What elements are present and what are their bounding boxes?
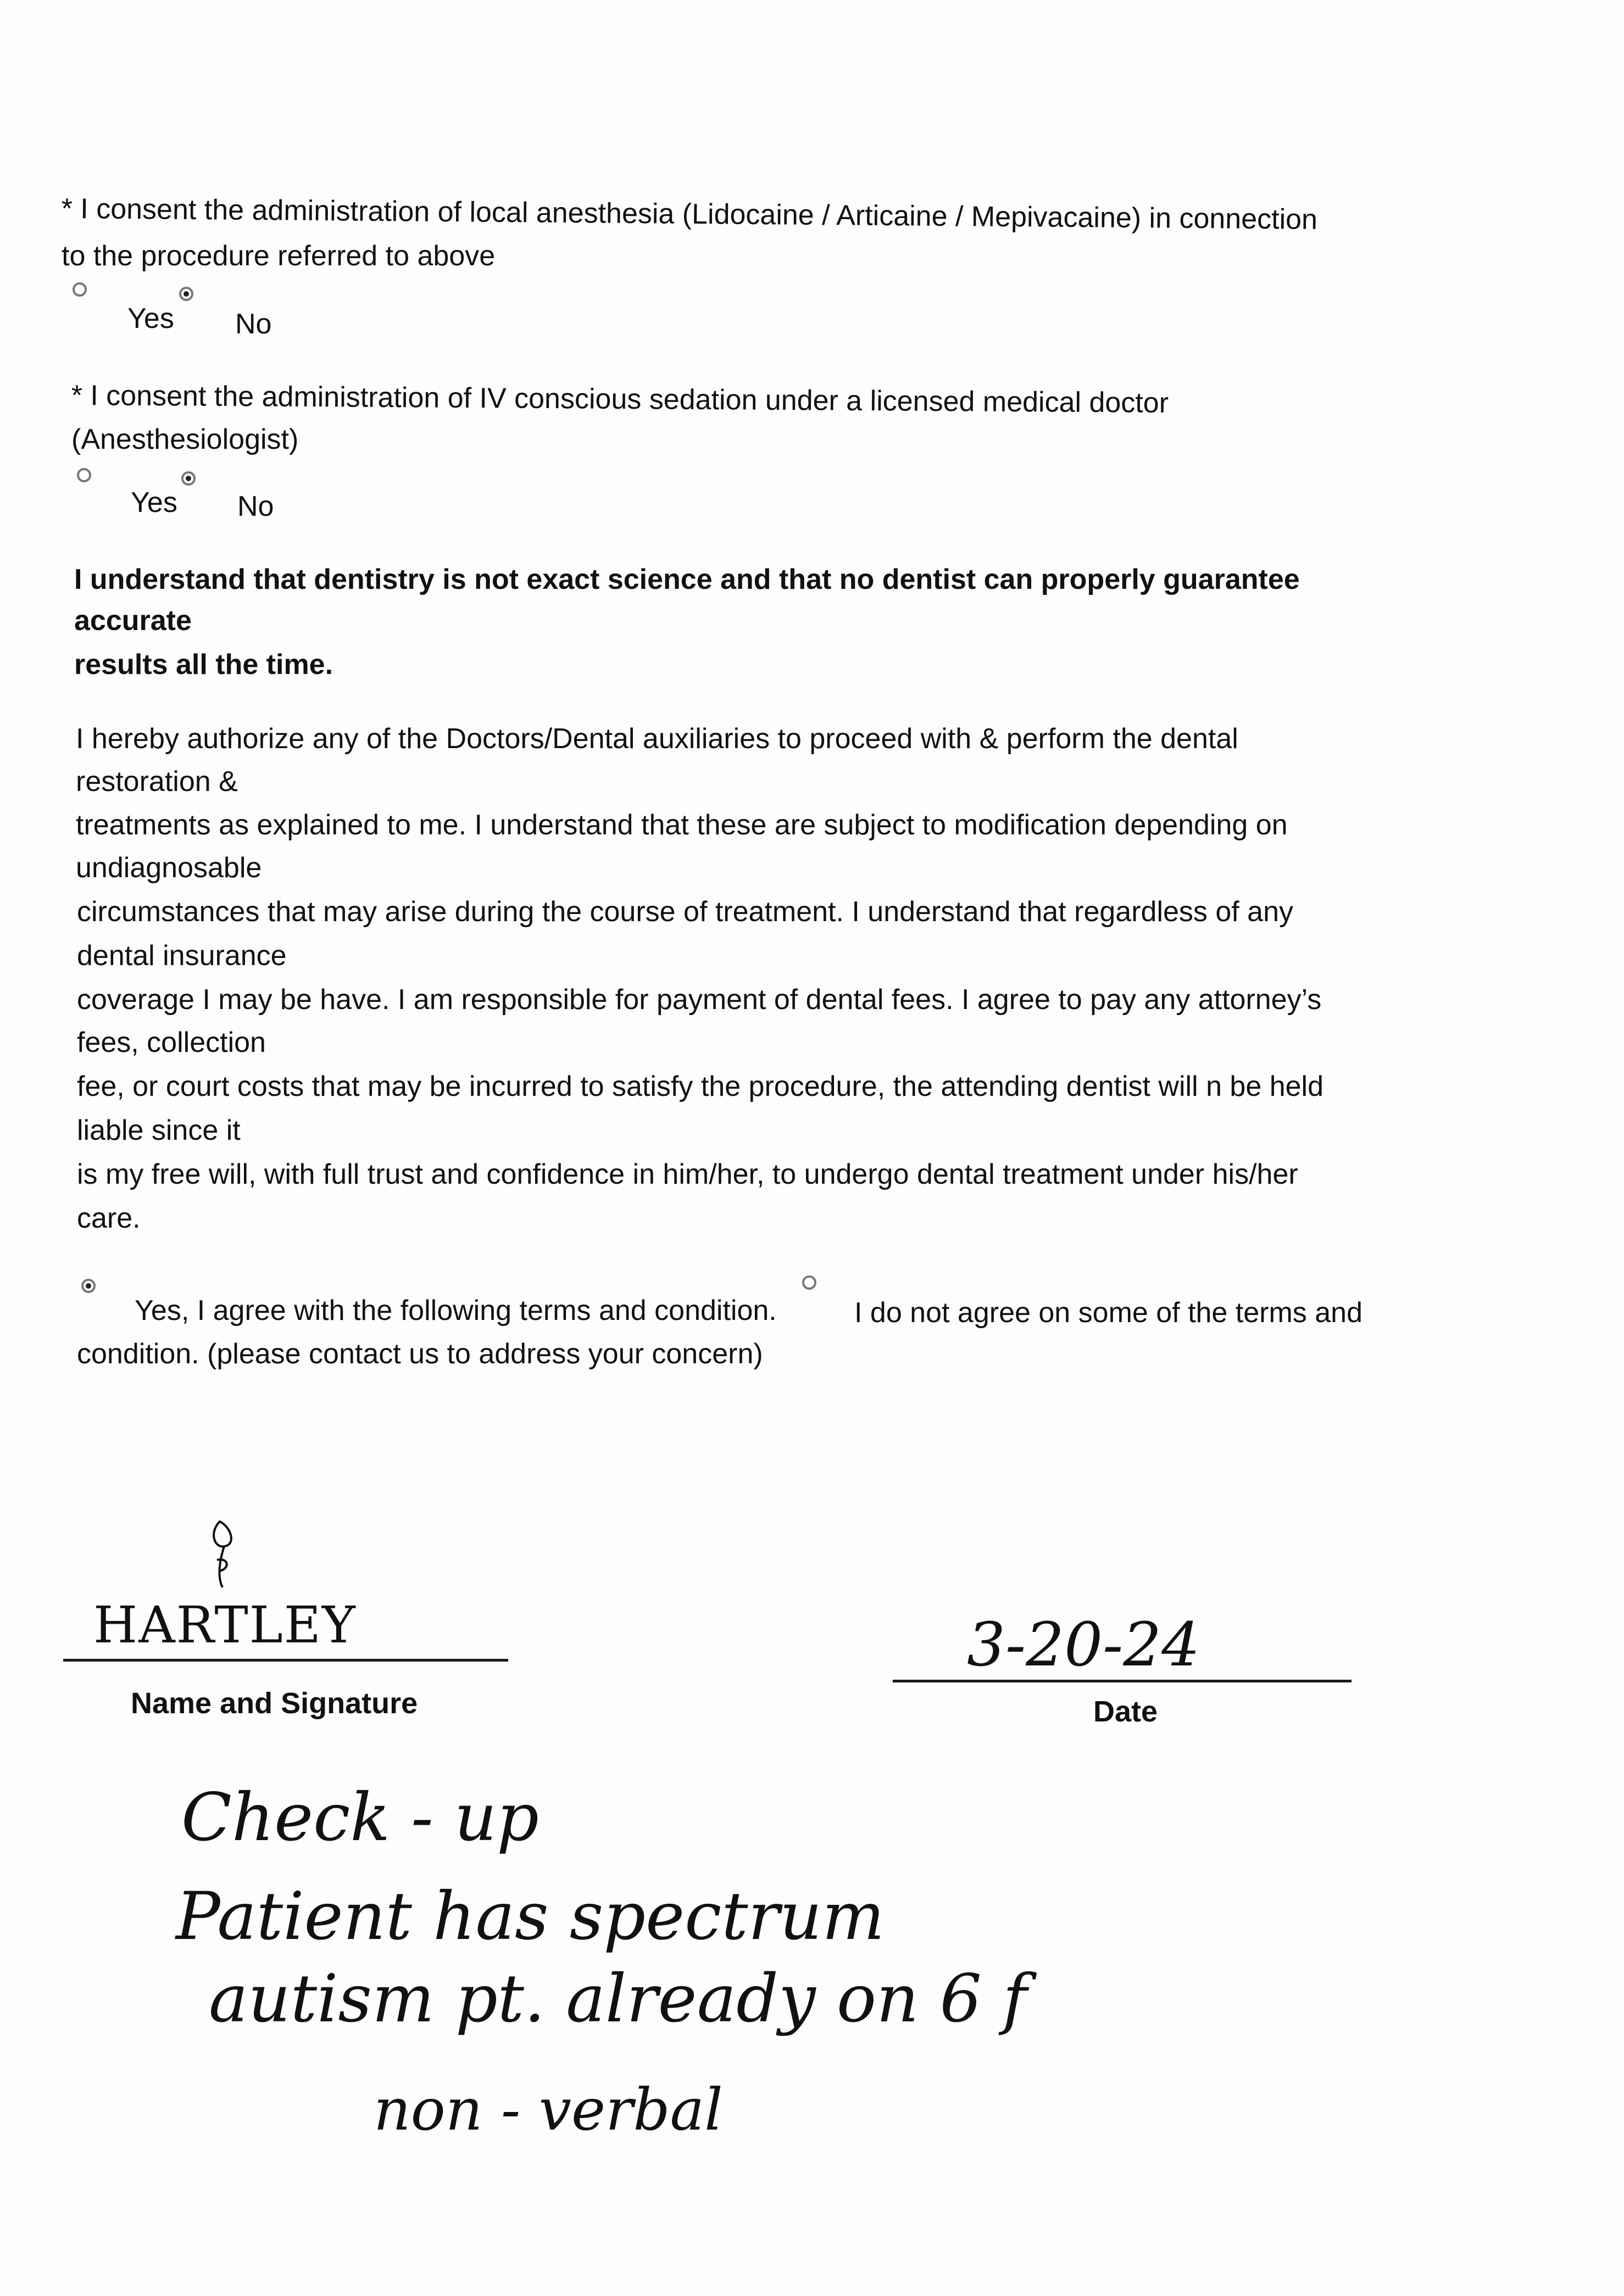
understanding-line-1: I understand that dentistry is not exact science and that no dentist can properly guarantee: [74, 564, 1300, 595]
authorization-line-9: fee, or court costs that may be incurred to satisfy the procedure, the attending dentist will n be held: [77, 1071, 1324, 1102]
authorization-line-6: dental insurance: [77, 940, 287, 972]
consent-local-no-radio[interactable]: [179, 287, 193, 301]
agree-label: Yes, I agree with the following terms and condition.: [135, 1295, 777, 1327]
consent-local-yes-label: Yes: [127, 303, 174, 335]
note-line-2: Patient has spectrum: [176, 1879, 885, 1955]
note-line-3: autism pt. already on 6 f: [209, 1961, 1027, 2037]
agree-radio[interactable]: [81, 1279, 96, 1293]
understanding-line-2: accurate: [74, 605, 192, 637]
consent-iv-text-line1: * I consent the administration of IV conscious sedation under a licensed medical doctor: [71, 379, 1169, 419]
authorization-line-12: care.: [77, 1202, 141, 1234]
signature-line: [63, 1659, 508, 1662]
consent-iv-no-radio[interactable]: [181, 471, 196, 486]
authorization-line-11: is my free will, with full trust and confidence in him/her, to undergo dental treatment under his/her: [77, 1158, 1298, 1190]
authorization-line-2: restoration &: [76, 766, 238, 798]
disagree-label-line1: I do not agree on some of the terms and: [854, 1297, 1363, 1329]
consent-local-no-label: No: [235, 308, 272, 340]
authorization-line-1: I hereby authorize any of the Doctors/Dental auxiliaries to proceed with & perform the dental: [76, 723, 1238, 755]
consent-iv-yes-label: Yes: [131, 487, 177, 519]
consent-local-text-line1: * I consent the administration of local anesthesia (Lidocaine / Articaine / Mepivacaine) in connection: [61, 192, 1318, 236]
signature-handwritten-name: HARTLEY: [93, 1596, 357, 1654]
authorization-line-7: coverage I may be have. I am responsible for payment of dental fees. I agree to pay any attorney’s: [77, 984, 1322, 1016]
authorization-line-4: undiagnosable: [76, 852, 262, 884]
consent-local-yes-radio[interactable]: [73, 282, 87, 297]
date-label: Date: [1093, 1695, 1158, 1728]
authorization-line-8: fees, collection: [77, 1027, 266, 1058]
consent-iv-no-label: No: [237, 491, 274, 522]
disagree-radio[interactable]: [802, 1275, 816, 1290]
consent-local-text-line2: to the procedure referred to above: [62, 240, 496, 272]
understanding-line-3: results all the time.: [74, 649, 333, 681]
authorization-line-3: treatments as explained to me. I understand that these are subject to modification depending on: [76, 809, 1288, 841]
disagree-label-line2: condition. (please contact us to address your concern): [77, 1338, 763, 1370]
date-handwritten-value: 3-20-24: [967, 1609, 1200, 1680]
signature-label: Name and Signature: [131, 1687, 418, 1720]
authorization-line-10: liable since it: [77, 1114, 241, 1146]
note-line-1: Check - up: [181, 1780, 539, 1856]
note-line-4: non - verbal: [374, 2076, 723, 2143]
date-line: [893, 1680, 1352, 1682]
authorization-line-5: circumstances that may arise during the course of treatment. I understand that regardless of any: [77, 896, 1294, 928]
consent-iv-yes-radio[interactable]: [77, 468, 91, 482]
consent-iv-text-line2: (Anesthesiologist): [71, 423, 299, 455]
